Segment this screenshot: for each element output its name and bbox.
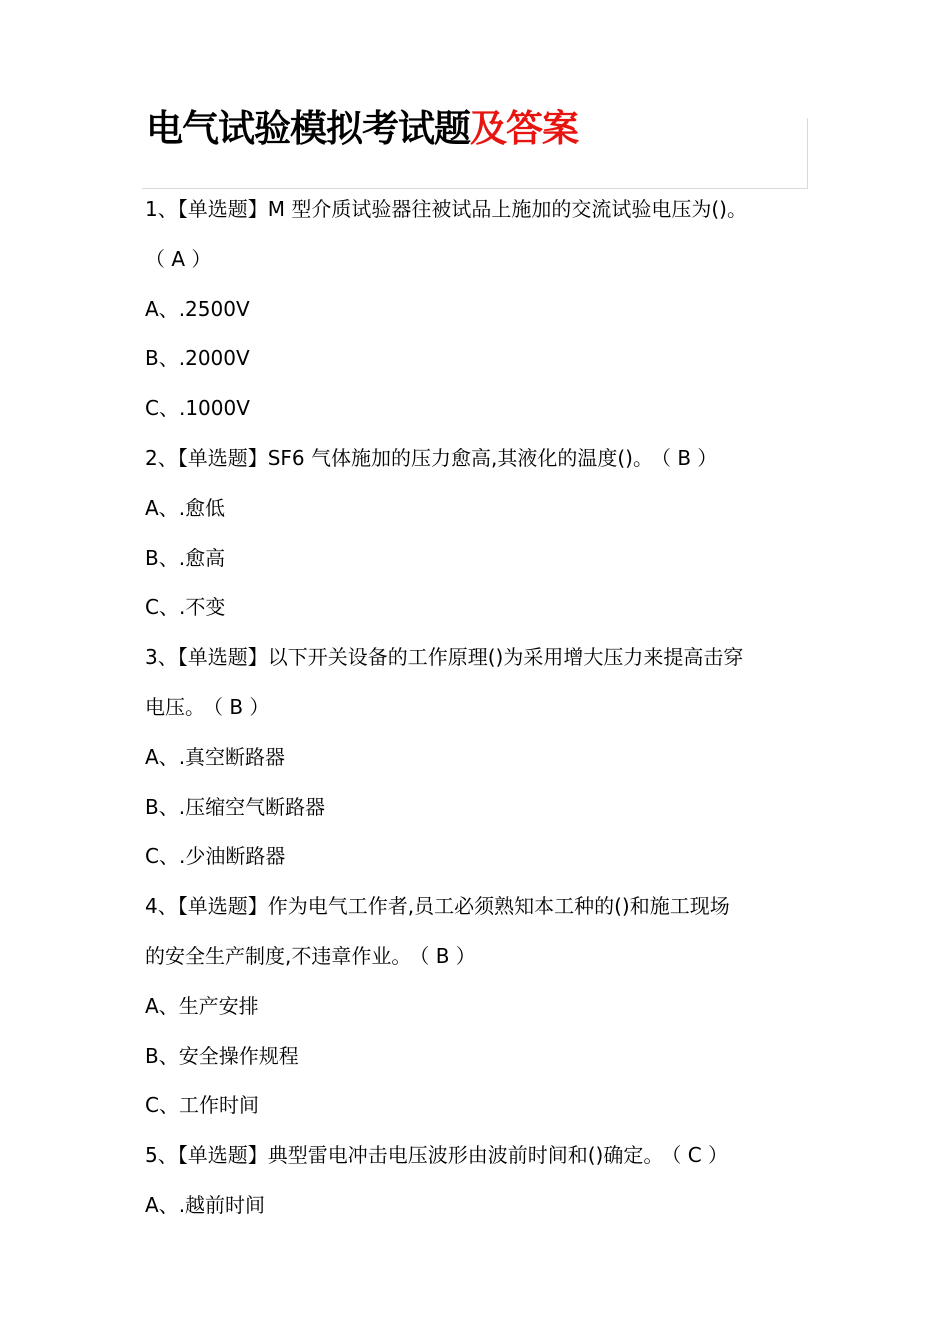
option-letter: B、 [145, 1043, 179, 1068]
question-type: 【单选题】 [177, 197, 268, 221]
option-letter: A、 [145, 993, 179, 1018]
option-letter: A、 [145, 1192, 179, 1217]
option-text: .不变 [178, 595, 226, 620]
option-item [145, 1081, 810, 1131]
question-text: 电压。 [145, 694, 205, 719]
question-type: 【单选题】 [177, 894, 268, 919]
question-text: SF6 气体施加的压力愈高,其液化的温度()。 [267, 445, 653, 470]
option-text: .2000V [178, 346, 250, 371]
option-text: .压缩空气断路器 [178, 794, 326, 819]
option-letter: C、 [145, 1093, 179, 1118]
option-item [145, 733, 810, 783]
question-type: 【单选题】 [177, 645, 268, 670]
question-text: 典型雷电冲击电压波形由波前时间和()确定。 [267, 1143, 664, 1168]
question-line [145, 683, 810, 733]
option-text: .越前时间 [178, 1192, 266, 1217]
question-type: 【单选题】 [177, 445, 268, 470]
option-letter: A、 [145, 495, 179, 520]
option-letter: C、 [145, 844, 179, 869]
question-text: M 型介质试验器往被试品上施加的交流试验电压为()。 [267, 197, 747, 221]
question-answer: （ B ） [213, 694, 270, 719]
document-title [146, 107, 578, 151]
question-type: 【单选题】 [177, 1143, 268, 1168]
option-letter: B、 [145, 545, 179, 570]
question-number: 2、 [145, 445, 178, 470]
option-text: 工作时间 [178, 1093, 259, 1118]
option-text: .少油断路器 [178, 844, 286, 869]
question-answer: （ B ） [660, 445, 718, 470]
question-line [145, 882, 810, 932]
question-number: 3、 [145, 645, 178, 670]
question-list [145, 185, 810, 1231]
option-text: 生产安排 [178, 993, 259, 1018]
option-text: .愈低 [178, 495, 226, 520]
question-number: 4、 [145, 894, 178, 919]
question-number: 5、 [145, 1143, 178, 1168]
option-text: .2500V [178, 296, 250, 321]
option-text: .1000V [178, 396, 250, 421]
option-letter: A、 [145, 296, 179, 321]
option-item [145, 982, 810, 1032]
option-item [145, 1032, 810, 1082]
question-text: 作为电气工作者,员工必须熟知本工种的()和施工现场 [267, 894, 730, 919]
answer-line [145, 235, 810, 285]
option-letter: B、 [145, 794, 179, 819]
option-letter: A、 [145, 744, 179, 769]
option-item [145, 583, 810, 633]
option-letter: B、 [145, 346, 179, 371]
option-text: .愈高 [178, 545, 226, 570]
question-line [145, 185, 810, 235]
option-item [145, 384, 810, 434]
title-box [142, 107, 808, 189]
title-main: 电气试验模拟考试题 [146, 107, 470, 150]
option-item [145, 1181, 810, 1231]
question-answer: （ A ） [145, 246, 212, 271]
question-line [145, 932, 810, 982]
option-item [145, 534, 810, 584]
option-text: 安全操作规程 [178, 1043, 299, 1068]
question-line [145, 1131, 810, 1181]
option-item [145, 334, 810, 384]
option-item [145, 832, 810, 882]
option-item [145, 285, 810, 335]
option-letter: C、 [145, 396, 179, 421]
question-answer: （ C ） [671, 1143, 729, 1168]
question-text: 的安全生产制度,不违章作业。 [145, 943, 412, 968]
option-letter: C、 [145, 595, 179, 620]
option-item [145, 484, 810, 534]
question-line [145, 633, 810, 683]
option-text: .真空断路器 [178, 744, 286, 769]
option-item [145, 783, 810, 833]
question-line [145, 434, 810, 484]
question-number: 1、 [145, 197, 178, 221]
question-answer: （ B ） [419, 943, 476, 968]
question-text: 以下开关设备的工作原理()为采用增大压力来提高击穿 [267, 645, 744, 670]
title-highlight: 及答案 [470, 107, 578, 150]
